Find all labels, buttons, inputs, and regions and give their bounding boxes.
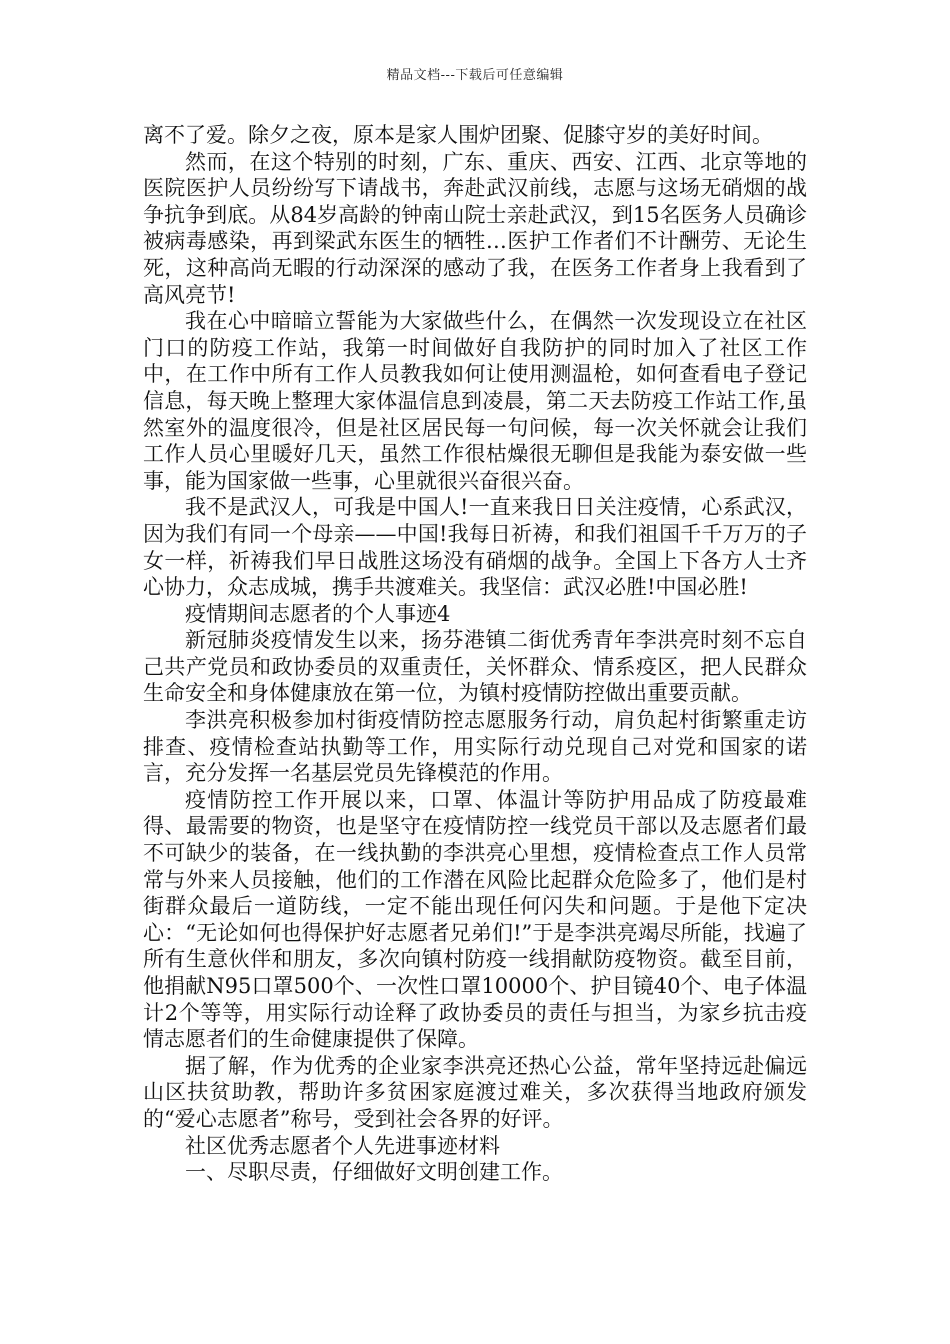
paragraph: 李洪亮积极参加村街疫情防控志愿服务行动，肩负起村街繁重走访排查、疫情检查站执勤等工作，用实际行动兑现自己对党和国家的诺言，充分发挥一名基层党员先锋模范的作用。 [143,708,807,786]
page-header: 精品文档---下载后可任意编辑 [386,68,564,83]
section-heading: 社区优秀志愿者个人先进事迹材料 [185,1133,500,1158]
document-body [143,122,807,1186]
paragraph: 离不了爱。除夕之夜，原本是家人围炉团聚、促膝守岁的美好时间。 [143,123,773,147]
paragraph: 我在心中暗暗立誓能为大家做些什么，在偶然一次发现设立在社区门口的防疫工作站，我第一时间做好自我防护的同时加入了社区工作中，在工作中所有工作人员教我如何让使用测温枪，如何查看电子登记信息，每天晚上整理大家体温信息到凌晨，第二天去防疫工作站工作,虽然室外的温度很冷，但是社区居民每一句问候，每一次关怀就会让我们工作人员心里暖好几天，虽然工作很枯燥很无聊但是我能为泰安做一些事，能为国家做一些事，心里就很兴奋很兴奋。 [143,309,807,493]
section-heading: 疫情期间志愿者的个人事迹4 [185,601,451,626]
paragraph: 然而，在这个特别的时刻，广东、重庆、西安、江西、北京等地的医院医护人员纷纷写下请战书，奔赴武汉前线，志愿与这场无硝烟的战争抗争到底。从84岁高龄的钟南山院士亲赴武汉，到15名医务人员确诊被病毒感染，再到梁武东医生的牺牲…医护工作者们不计酬劳、无论生死，这种高尚无暇的行动深深的感动了我，在医务工作者身上我看到了高风亮节! [143,149,807,307]
paragraph: 一、尽职尽责，仔细做好文明创建工作。 [185,1160,563,1185]
paragraph: 据了解，作为优秀的企业家李洪亮还热心公益，常年坚持远赴偏远山区扶贫助教，帮助许多贫困家庭渡过难关，多次获得当地政府颁发的“爱心志愿者”称号，受到社会各界的好评。 [143,1053,807,1131]
paragraph: 新冠肺炎疫情发生以来，扬芬港镇二街优秀青年李洪亮时刻不忘自己共产党员和政协委员的双重责任，关怀群众、情系疫区，把人民群众生命安全和身体健康放在第一位，为镇村疫情防控做出重要贡献。 [143,628,807,706]
paragraph: 我不是武汉人，可我是中国人!一直来我日日关注疫情，心系武汉，因为我们有同一个母亲——中国!我每日祈祷，和我们祖国千千万万的子女一样，祈祷我们早日战胜这场没有硝烟的战争。全国上下各方人士齐心协力，众志成城，携手共渡难关。我坚信：武汉必胜!中国必胜! [143,495,807,600]
paragraph: 疫情防控工作开展以来，口罩、体温计等防护用品成了防疫最难得、最需要的物资，也是坚守在疫情防控一线党员干部以及志愿者们最不可缺少的装备，在一线执勤的李洪亮心里想，疫情检查点工作人员常常与外来人员接触，他们的工作潜在风险比起群众危险多了，他们是村街群众最后一道防线，一定不能出现任何闪失和问题。于是他下定决心：“无论如何也得保护好志愿者兄弟们!”于是李洪亮竭尽所能，找遍了所有生意伙伴和朋友，多次向镇村防疫一线捐献防疫物资。截至目前，他捐献N95口罩500个、一次性口罩10000个、护目镜40个、电子体温计2个等等，用实际行动诠释了政协委员的责任与担当，为家乡抗击疫情志愿者们的生命健康提供了保障。 [143,787,807,1052]
